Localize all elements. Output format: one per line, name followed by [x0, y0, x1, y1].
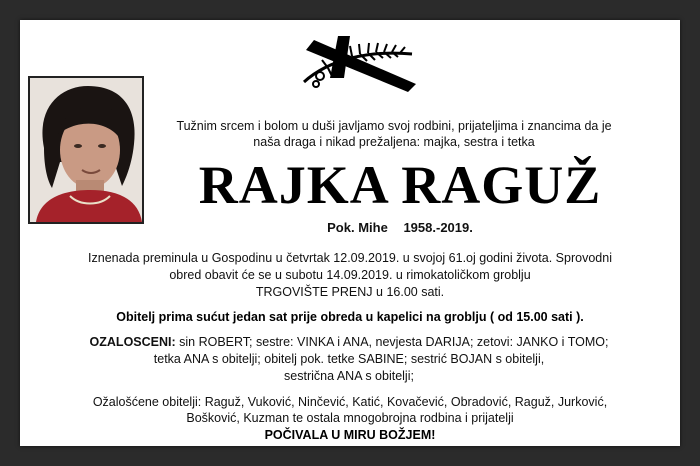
portrait-image — [30, 78, 142, 222]
bereaved-families — [40, 394, 660, 426]
obituary-card — [20, 20, 680, 446]
deceased-name: RAJKA RAGUŽ — [198, 155, 602, 215]
families-line: Ožalošćene obitelji: Raguž, Vuković, Ninčević, Katić, Kovačević, Obradović, Raguž, Jurković, — [92, 395, 608, 409]
intro-line: naša draga i nikad prežaljena: majka, sestra i tetka — [253, 135, 535, 149]
announcement-line: TRGOVIŠTE PRENJ u 16.00 sati. — [255, 285, 445, 299]
deceased-years: 1958.-2019. — [403, 220, 473, 235]
deceased-details — [210, 220, 590, 235]
mourners-line — [34, 334, 664, 351]
mourners-line: tetka ANA s obitelji; obitelj pok. tetke SABINE; sestrić BOJAN s obitelji, — [153, 352, 545, 366]
announcement-line: Iznenada preminula u Gospodinu u četvrtak 12.09.2019. u svojoj 61.oj godini života. Sprovodni — [88, 251, 612, 265]
mourners-line: sestrična ANA s obitelji; — [284, 369, 414, 383]
cross-with-palm-branch-icon — [298, 32, 420, 92]
announcement-text — [22, 250, 678, 301]
announcement-line: obred obavit će se u subotu 14.09.2019. u rimokatoličkom groblju — [169, 268, 531, 282]
intro-text — [144, 118, 644, 150]
intro-line: Tužnim srcem i bolom u duši javljamo svoj rodbini, prijateljima i znancima da je — [176, 119, 612, 133]
mourners-list — [34, 334, 664, 385]
closing-text: POČIVALA U MIRU BOŽJEM! — [264, 428, 436, 442]
families-line: Bošković, Kuzman te ostala mnogobrojna rodbina i prijatelji — [186, 411, 514, 425]
condolence-notice: Obitelj prima sućut jedan sat prije obreda u kapelici na groblju ( od 15.00 sati ). — [116, 310, 584, 324]
mourners-label: OZALOSCENI: — [89, 335, 176, 349]
mourners-text: sin ROBERT; sestre: VINKA i ANA, nevjesta DARIJA; zetovi: JANKO i TOMO; — [175, 335, 609, 349]
deceased-father: Pok. Mihe — [327, 220, 388, 235]
deceased-portrait-photo — [28, 76, 144, 224]
